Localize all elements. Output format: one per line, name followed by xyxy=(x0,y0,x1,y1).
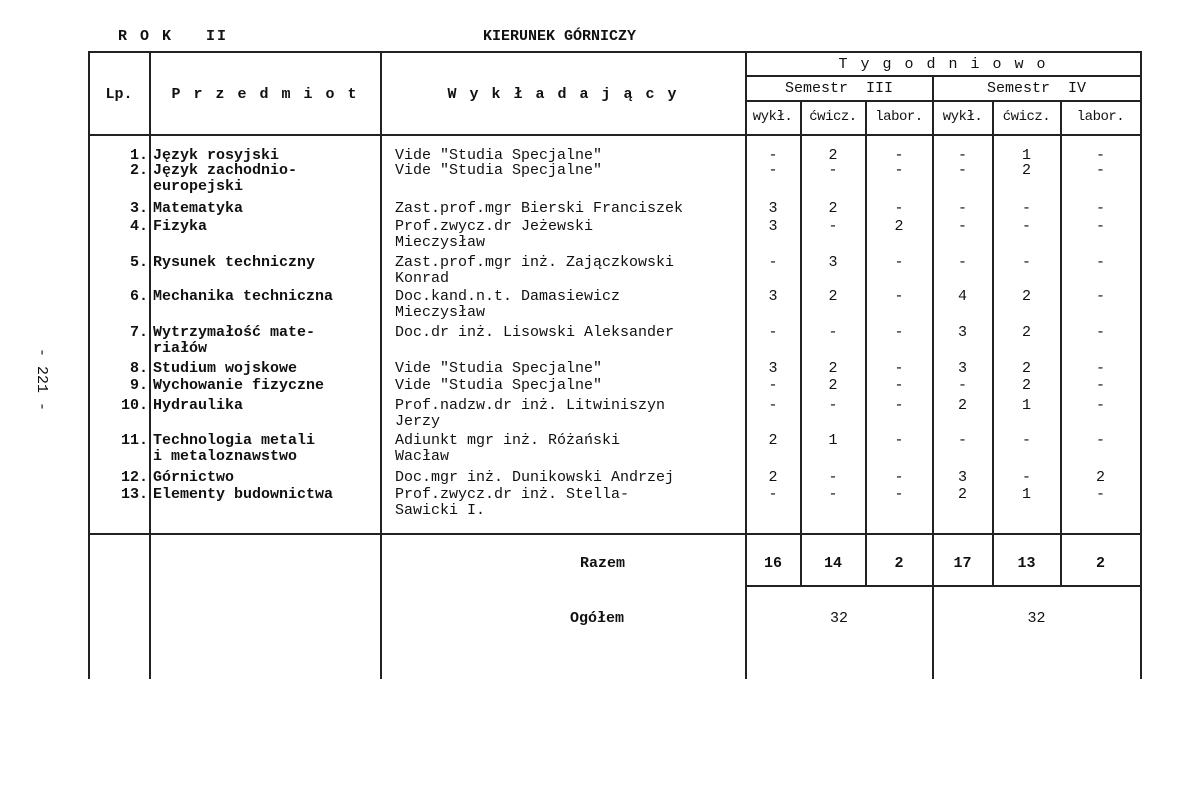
hours-value: - xyxy=(1021,200,1031,217)
hours-value: - xyxy=(894,397,904,414)
hours-value: - xyxy=(828,486,838,503)
hours-value: - xyxy=(1021,469,1031,486)
row-number: 4. xyxy=(129,218,148,235)
sub-header-s4-exercises: ćwicz. xyxy=(1002,109,1051,125)
hours-value: 2 xyxy=(1021,162,1031,179)
hours-value: 2 xyxy=(957,397,967,414)
hours-value: - xyxy=(957,162,967,179)
hours-value: 3 xyxy=(957,360,967,377)
hours-value: 2 xyxy=(828,288,838,305)
col-header-subject: P r z e d m i o t xyxy=(171,86,359,103)
subject-name: Górnictwo xyxy=(153,469,235,486)
hours-value: 3 xyxy=(957,469,967,486)
hours-value: 2 xyxy=(1095,469,1105,486)
hours-value: - xyxy=(828,397,838,414)
hours-value: - xyxy=(894,360,904,377)
subject-name: Studium wojskowe xyxy=(153,360,298,377)
hours-value: - xyxy=(1095,324,1105,341)
hours-value: 3 xyxy=(768,218,778,235)
row-number: 13. xyxy=(120,486,148,503)
hours-value: - xyxy=(1095,377,1105,394)
subject-name: Mechanika techniczna xyxy=(153,288,334,305)
hours-value: - xyxy=(894,377,904,394)
hours-value: 3 xyxy=(768,200,778,217)
lecturer-name: Vide "Studia Specjalne" xyxy=(395,147,603,164)
hours-value: 3 xyxy=(768,288,778,305)
hours-value: - xyxy=(894,288,904,305)
hours-value: - xyxy=(957,254,967,271)
col-header-sem4: Semestr IV xyxy=(986,80,1087,97)
hours-value: 2 xyxy=(828,147,838,164)
lecturer-name: Prof.nadzw.dr inż. Litwiniszyn xyxy=(395,397,666,414)
subject-name: Rysunek techniczny xyxy=(153,254,316,271)
hours-value: - xyxy=(768,254,778,271)
hours-value: - xyxy=(1095,288,1105,305)
hours-value: - xyxy=(1095,218,1105,235)
page-number: - 221 - xyxy=(33,348,50,412)
row-number: 9. xyxy=(129,377,148,394)
hours-value: 1 xyxy=(1021,486,1031,503)
lecturer-name: Zast.prof.mgr Bierski Franciszek xyxy=(395,200,684,217)
hours-value: 2 xyxy=(768,469,778,486)
subject-name: Język zachodnio- xyxy=(153,162,298,179)
lecturer-name: Adiunkt mgr inż. Różański xyxy=(395,432,621,449)
hours-value: - xyxy=(894,432,904,449)
lecturer-name: Sawicki I. xyxy=(395,502,486,519)
total-value: 17 xyxy=(953,555,972,572)
lecturer-name: Mieczysław xyxy=(395,234,486,251)
hours-value: - xyxy=(957,200,967,217)
lecturer-name: Doc.mgr inż. Dunikowski Andrzej xyxy=(395,469,675,486)
row-number: 1. xyxy=(129,147,148,164)
subject-name: Elementy budownictwa xyxy=(153,486,334,503)
col-header-weekly: T y g o d n i o w o xyxy=(838,56,1048,73)
hours-value: 2 xyxy=(828,360,838,377)
lecturer-name: Wacław xyxy=(395,448,450,465)
hours-value: 4 xyxy=(957,288,967,305)
hours-value: - xyxy=(768,377,778,394)
hours-value: 3 xyxy=(768,360,778,377)
col-header-lecturer: W y k ł a d a j ą c y xyxy=(447,86,679,103)
hours-value: - xyxy=(828,162,838,179)
hours-value: - xyxy=(768,324,778,341)
total-value: 16 xyxy=(763,555,782,572)
hours-value: 2 xyxy=(1021,360,1031,377)
hours-value: - xyxy=(828,218,838,235)
hours-value: 2 xyxy=(957,486,967,503)
hours-value: - xyxy=(894,324,904,341)
hours-value: 1 xyxy=(828,432,838,449)
hours-value: - xyxy=(894,162,904,179)
grand-total-sem3: 32 xyxy=(829,610,848,627)
row-number: 12. xyxy=(120,469,148,486)
direction-heading: KIERUNEK GÓRNICZY xyxy=(483,28,637,45)
hours-value: - xyxy=(1095,162,1105,179)
hours-value: 2 xyxy=(768,432,778,449)
subject-name: riałów xyxy=(153,340,208,357)
hours-value: - xyxy=(1021,218,1031,235)
hours-value: - xyxy=(768,486,778,503)
lecturer-name: Jerzy xyxy=(395,413,441,430)
hours-value: - xyxy=(1095,254,1105,271)
hours-value: - xyxy=(1095,360,1105,377)
sub-header-s4-lectures: wykł. xyxy=(942,109,983,125)
hours-value: 2 xyxy=(1021,377,1031,394)
grand-total-label: Ogółem xyxy=(570,610,625,627)
lecturer-name: Doc.kand.n.t. Damasiewicz xyxy=(395,288,621,305)
subject-name: i metaloznawstwo xyxy=(153,448,298,465)
hours-value: - xyxy=(957,147,967,164)
lecturer-name: Doc.dr inż. Lisowski Aleksander xyxy=(395,324,675,341)
subject-name: Fizyka xyxy=(153,218,208,235)
col-header-sem3: Semestr III xyxy=(784,80,894,97)
row-number: 10. xyxy=(120,397,148,414)
total-value: 2 xyxy=(894,555,904,572)
hours-value: - xyxy=(1021,254,1031,271)
hours-value: - xyxy=(894,254,904,271)
hours-value: - xyxy=(828,469,838,486)
total-value: 13 xyxy=(1017,555,1036,572)
hours-value: 2 xyxy=(1021,324,1031,341)
row-number: 8. xyxy=(129,360,148,377)
subject-name: Wychowanie fizyczne xyxy=(153,377,325,394)
year-heading: R O K II xyxy=(118,28,229,45)
total-value: 2 xyxy=(1095,555,1105,572)
lecturer-name: Mieczysław xyxy=(395,304,486,321)
row-number: 2. xyxy=(129,162,148,179)
hours-value: - xyxy=(1095,200,1105,217)
hours-value: 3 xyxy=(828,254,838,271)
lecturer-name: Vide "Studia Specjalne" xyxy=(395,360,603,377)
total-value: 14 xyxy=(823,555,842,572)
hours-value: - xyxy=(957,218,967,235)
hours-value: - xyxy=(768,397,778,414)
row-number: 3. xyxy=(129,200,148,217)
row-number: 7. xyxy=(129,324,148,341)
hours-value: - xyxy=(1095,397,1105,414)
grand-total-sem4: 32 xyxy=(1027,610,1046,627)
hours-value: 3 xyxy=(957,324,967,341)
hours-value: - xyxy=(1095,147,1105,164)
subject-name: Hydraulika xyxy=(153,397,244,414)
hours-value: - xyxy=(768,162,778,179)
lecturer-name: Vide "Studia Specjalne" xyxy=(395,162,603,179)
hours-value: - xyxy=(1095,486,1105,503)
subject-name: europejski xyxy=(153,178,244,195)
hours-value: 2 xyxy=(828,377,838,394)
row-number: 6. xyxy=(129,288,148,305)
hours-value: - xyxy=(1095,432,1105,449)
hours-value: - xyxy=(894,469,904,486)
hours-value: - xyxy=(828,324,838,341)
subject-name: Technologia metali xyxy=(153,432,316,449)
hours-value: 2 xyxy=(1021,288,1031,305)
subject-name: Matematyka xyxy=(153,200,244,217)
row-number: 5. xyxy=(129,254,148,271)
hours-value: - xyxy=(894,200,904,217)
subject-name: Język rosyjski xyxy=(153,147,280,164)
hours-value: - xyxy=(768,147,778,164)
sub-header-s3-lectures: wykł. xyxy=(752,109,793,125)
hours-value: - xyxy=(1021,432,1031,449)
hours-value: - xyxy=(957,432,967,449)
sub-header-s4-labs: labor. xyxy=(1076,109,1125,125)
hours-value: 2 xyxy=(894,218,904,235)
lecturer-name: Prof.zwycz.dr inż. Stella- xyxy=(395,486,630,503)
lecturer-name: Zast.prof.mgr inż. Zajączkowski xyxy=(395,254,675,271)
sub-header-s3-labs: labor. xyxy=(875,109,923,125)
hours-value: - xyxy=(894,486,904,503)
col-header-lp: Lp. xyxy=(105,86,133,103)
lecturer-name: Vide "Studia Specjalne" xyxy=(395,377,603,394)
sub-header-s3-exercises: ćwicz. xyxy=(809,109,857,125)
hours-value: 1 xyxy=(1021,147,1031,164)
hours-value: - xyxy=(894,147,904,164)
lecturer-name: Konrad xyxy=(395,270,450,287)
hours-value: - xyxy=(957,377,967,394)
lecturer-name: Prof.zwycz.dr Jeżewski xyxy=(395,218,594,235)
subject-name: Wytrzymałość mate- xyxy=(153,324,316,341)
row-number: 11. xyxy=(120,432,148,449)
hours-value: 1 xyxy=(1021,397,1031,414)
total-label: Razem xyxy=(580,555,626,572)
hours-value: 2 xyxy=(828,200,838,217)
